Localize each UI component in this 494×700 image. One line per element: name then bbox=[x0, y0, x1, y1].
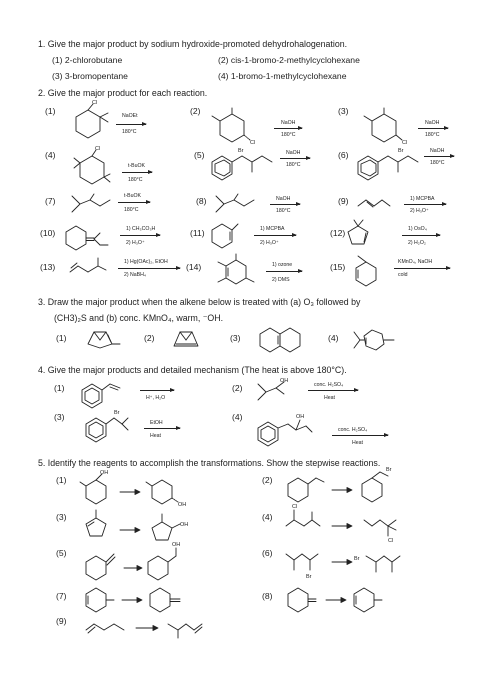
q2-12-reagent: 1) OsO₄ bbox=[408, 226, 427, 232]
q2-5-reactant-structure bbox=[210, 146, 282, 180]
q2-6-arrow bbox=[424, 156, 454, 157]
svg-text:OH: OH bbox=[172, 542, 181, 548]
q5-num-4: (4) bbox=[262, 512, 273, 522]
q4-title: 4. Give the major products and detailed mechanism (The heat is above 180°C). bbox=[38, 365, 347, 375]
q2-num-3: (3) bbox=[338, 106, 349, 116]
q2-1-reactant-structure bbox=[70, 100, 114, 142]
q3-num-4: (4) bbox=[328, 333, 339, 343]
svg-text:Br: Br bbox=[398, 148, 404, 154]
svg-text:OH: OH bbox=[280, 378, 289, 384]
q2-num-9: (9) bbox=[338, 196, 349, 206]
q2-10-arrow bbox=[120, 235, 160, 236]
q2-title: 2. Give the major product for each reaction. bbox=[38, 88, 208, 98]
q2-9-reagent: 1) MCPBA bbox=[410, 196, 435, 202]
q2-3-reagent: NaOH bbox=[425, 120, 440, 126]
q2-4-reactant-structure bbox=[70, 146, 120, 190]
q2-num-1: (1) bbox=[45, 106, 56, 116]
q4-3-reagent: EtOH bbox=[150, 420, 163, 426]
q2-1-condition: 180°C bbox=[122, 129, 137, 135]
q4-num-1: (1) bbox=[54, 383, 65, 393]
q2-3-condition: 180°C bbox=[425, 132, 440, 138]
q2-3-arrow bbox=[418, 128, 448, 129]
q4-4-condition: Heat bbox=[352, 440, 363, 446]
q2-7-reactant-structure bbox=[70, 192, 120, 214]
svg-text:Br: Br bbox=[306, 574, 312, 580]
q5-num-9: (9) bbox=[56, 616, 67, 626]
q2-7-reagent: t-BuOK bbox=[124, 193, 142, 199]
q2-8-reagent: NaOH bbox=[276, 196, 291, 202]
q2-13-reagent: 1) Hg(OAc)₂, EtOH bbox=[124, 259, 168, 265]
q5-7-transformation bbox=[84, 584, 204, 614]
q1-title: 1. Give the major product by sodium hydroxide-promoted dehydrohalogenation. bbox=[38, 39, 348, 49]
svg-text:Cl: Cl bbox=[292, 504, 298, 510]
q3-2-structure bbox=[168, 326, 204, 352]
q5-5-transformation bbox=[84, 542, 196, 582]
q2-15-reactant-structure bbox=[350, 256, 386, 286]
q2-11-reactant-structure bbox=[210, 222, 240, 252]
q2-num-14: (14) bbox=[186, 262, 202, 272]
q2-14-condition: 2) DMS bbox=[272, 277, 290, 283]
q2-5-arrow bbox=[280, 158, 310, 159]
q2-11-reagent: 1) MCPBA bbox=[260, 226, 285, 232]
q2-12-reactant-structure bbox=[346, 222, 376, 250]
q4-num-4: (4) bbox=[232, 412, 243, 422]
q1-item-3: (3) 3-bromopentane bbox=[52, 71, 128, 81]
q2-13-reactant-structure bbox=[68, 256, 112, 276]
q2-8-reactant-structure bbox=[214, 192, 266, 214]
svg-text:Cl: Cl bbox=[250, 140, 256, 146]
q2-8-condition: 180°C bbox=[276, 208, 291, 214]
q2-2-condition: 180°C bbox=[281, 132, 296, 138]
q5-2-transformation bbox=[282, 468, 402, 504]
svg-text:OH: OH bbox=[100, 470, 109, 476]
q2-9-reactant-structure bbox=[356, 196, 396, 212]
q5-8-transformation bbox=[284, 584, 404, 614]
q2-1-arrow bbox=[116, 124, 146, 125]
q4-2-condition: Heat bbox=[324, 395, 335, 401]
q5-num-6: (6) bbox=[262, 548, 273, 558]
svg-text:OH: OH bbox=[296, 414, 305, 420]
q3-4-structure bbox=[352, 326, 406, 354]
q2-4-condition: 180°C bbox=[128, 177, 143, 183]
q2-15-reagent: KMnO₄, NaOH bbox=[398, 259, 433, 265]
q4-3-condition: Heat bbox=[150, 433, 161, 439]
q2-3-reactant-structure bbox=[362, 108, 412, 146]
q5-num-2: (2) bbox=[262, 475, 273, 485]
q1-item-2: (2) cis-1-bromo-2-methylcyclohexane bbox=[218, 55, 360, 65]
q5-num-7: (7) bbox=[56, 591, 67, 601]
q2-12-condition: 2) H₂O₂ bbox=[408, 240, 426, 246]
q4-3-arrow bbox=[144, 428, 180, 429]
svg-text:OH: OH bbox=[178, 502, 187, 508]
q3-1-structure bbox=[82, 326, 122, 352]
svg-text:Cl: Cl bbox=[92, 100, 98, 106]
q2-13-condition: 2) NaBH₄ bbox=[124, 272, 147, 278]
q3-num-1: (1) bbox=[56, 333, 67, 343]
svg-text:Cl: Cl bbox=[95, 146, 101, 152]
q2-num-11: (11) bbox=[190, 228, 205, 238]
q2-num-7: (7) bbox=[45, 196, 56, 206]
q4-num-3: (3) bbox=[54, 412, 65, 422]
q2-2-reagent: NaOH bbox=[281, 120, 296, 126]
q2-num-2: (2) bbox=[190, 106, 201, 116]
svg-text:OH: OH bbox=[180, 522, 189, 528]
q2-15-condition: cold bbox=[398, 272, 408, 278]
q4-4-structure bbox=[256, 410, 326, 446]
q4-1-reagent: H⁺, H₂O bbox=[146, 395, 166, 401]
svg-text:Br: Br bbox=[238, 148, 244, 154]
svg-text:Cl: Cl bbox=[388, 538, 394, 544]
q2-12-arrow bbox=[402, 235, 440, 236]
q5-3-transformation bbox=[84, 508, 196, 544]
q4-1-structure bbox=[80, 378, 130, 406]
q2-5-reagent: NaOH bbox=[286, 150, 301, 156]
q2-9-condition: 2) H₃O⁺ bbox=[410, 208, 429, 214]
q5-title: 5. Identify the reagents to accomplish the transformations. Show the stepwise reactions. bbox=[38, 458, 381, 468]
q5-9-transformation bbox=[84, 612, 214, 638]
svg-text:Br: Br bbox=[386, 467, 392, 473]
svg-text:Cl: Cl bbox=[402, 140, 408, 146]
q3-num-2: (2) bbox=[144, 333, 155, 343]
q2-8-arrow bbox=[270, 204, 300, 205]
q3-title: 3. Draw the major product when the alkene below is treated with (a) O₃ followed by bbox=[38, 297, 361, 307]
q4-3-structure bbox=[84, 408, 140, 442]
q2-num-12: (12) bbox=[330, 228, 346, 238]
q3-num-3: (3) bbox=[230, 333, 241, 343]
q2-11-condition: 2) H₃O⁺ bbox=[260, 240, 279, 246]
q2-num-4: (4) bbox=[45, 150, 56, 160]
q2-1-reagent: NaOEt bbox=[122, 113, 138, 119]
q2-7-condition: 180°C bbox=[124, 207, 139, 213]
q2-10-condition: 2) H₃O⁺ bbox=[126, 240, 145, 246]
svg-text:Br: Br bbox=[114, 410, 120, 416]
q2-4-reagent: t-BuOK bbox=[128, 163, 146, 169]
q1-item-1: (1) 2-chlorobutane bbox=[52, 55, 123, 65]
q5-num-1: (1) bbox=[56, 475, 67, 485]
q2-4-arrow bbox=[122, 172, 152, 173]
q1-item-4: (4) 1-bromo-1-methylcyclohexane bbox=[218, 71, 347, 81]
q5-6-transformation bbox=[284, 540, 424, 584]
q4-2-reagent: conc. H₂SO₄ bbox=[314, 382, 344, 388]
q2-num-8: (8) bbox=[196, 196, 207, 206]
q5-4-transformation bbox=[284, 504, 414, 544]
svg-text:Br: Br bbox=[354, 556, 360, 562]
q2-num-13: (13) bbox=[40, 262, 56, 272]
q2-10-reagent: 1) CH₃CO₃H bbox=[126, 226, 156, 232]
q3-title-line2: (CH3)₂S and (b) conc. KMnO₄, warm, ⁻OH. bbox=[54, 313, 224, 323]
q2-13-arrow bbox=[118, 268, 180, 269]
q2-9-arrow bbox=[404, 204, 446, 205]
q5-num-8: (8) bbox=[262, 591, 273, 601]
q2-14-reagent: 1) ozone bbox=[272, 262, 293, 268]
q2-5-condition: 180°C bbox=[286, 162, 301, 168]
q4-4-arrow bbox=[332, 435, 388, 436]
q2-7-arrow bbox=[118, 202, 150, 203]
q5-num-5: (5) bbox=[56, 548, 67, 558]
q5-1-transformation bbox=[84, 470, 196, 506]
q2-14-arrow bbox=[266, 271, 302, 272]
q4-2-arrow bbox=[308, 390, 358, 391]
q2-num-5: (5) bbox=[194, 150, 205, 160]
q4-2-structure bbox=[256, 378, 300, 404]
q2-num-10: (10) bbox=[40, 228, 56, 238]
q3-3-structure bbox=[258, 326, 308, 354]
q5-num-3: (3) bbox=[56, 512, 67, 522]
q2-2-reactant-structure bbox=[210, 108, 260, 146]
q2-num-6: (6) bbox=[338, 150, 349, 160]
q2-6-reagent: NaOH bbox=[430, 148, 445, 154]
q2-2-arrow bbox=[274, 128, 302, 129]
q2-6-condition: 180°C bbox=[430, 160, 445, 166]
q2-num-15: (15) bbox=[330, 262, 346, 272]
q2-14-reactant-structure bbox=[212, 252, 264, 292]
q4-1-arrow bbox=[140, 390, 174, 391]
q4-num-2: (2) bbox=[232, 383, 243, 393]
q2-15-arrow bbox=[394, 268, 450, 269]
q2-10-reactant-structure bbox=[64, 224, 118, 250]
q4-4-reagent: conc. H₂SO₄ bbox=[338, 427, 368, 433]
q2-6-reactant-structure bbox=[356, 146, 428, 180]
q2-11-arrow bbox=[254, 235, 296, 236]
